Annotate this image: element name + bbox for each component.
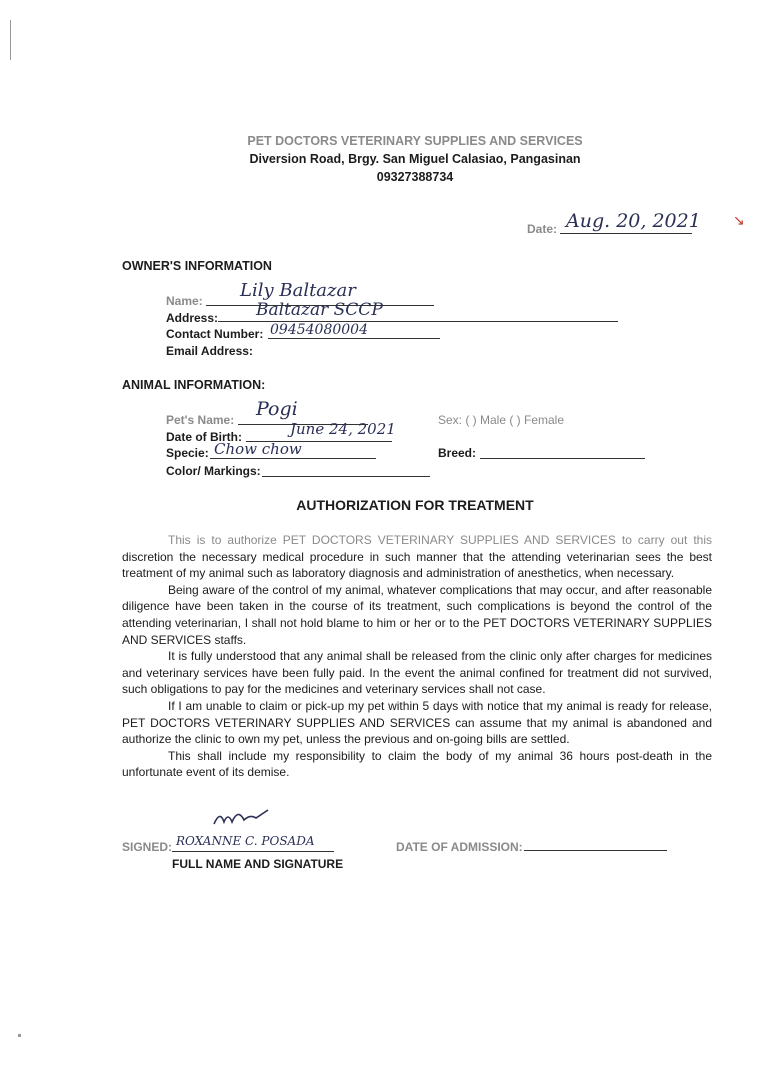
owner-name-value: Lily Baltazar — [240, 280, 356, 301]
date-value: Aug. 20, 2021 — [566, 210, 701, 232]
sex-label: Sex: ( ) Male ( ) Female — [438, 413, 565, 427]
signature-mark — [212, 806, 272, 830]
specie-line — [210, 458, 376, 459]
owner-contact-value: 09454080004 — [270, 322, 368, 338]
owner-address-value: Baltazar SCCP — [256, 300, 383, 320]
owner-contact-label: Contact Number: — [166, 327, 264, 341]
owner-address-label: Address: — [166, 311, 219, 325]
owner-email-label: Email Address: — [166, 344, 253, 358]
signature-scribble — [212, 806, 272, 835]
breed-line — [480, 458, 645, 459]
date-label: Date: — [527, 222, 558, 236]
authorization-title: AUTHORIZATION FOR TREATMENT — [296, 497, 534, 513]
owner-contact-line — [268, 338, 440, 339]
admission-label: DATE OF ADMISSION: — [396, 840, 523, 854]
pen-mark: ↘ — [733, 212, 745, 228]
pet-name-value: Pogi — [256, 398, 298, 420]
authorization-paragraph-3: It is fully understood that any animal shall be released from the clinic only after charges for medicines and veterinary services have been fully paid. In the event the animal confined for treatment did not survived, such obligations to pay for the medicines and veterinary services shall not case. — [122, 649, 712, 697]
color-line — [262, 476, 430, 477]
authorization-paragraph-2: Being aware of the control of my animal, whatever complications that may occur, and after reasonable diligence have been taken in the course of its treatment, such complications is beyond the control of the attending veterinarian, I shall not hold blame to him or her or to the PET DOCTORS VETERINARY SUPPLIES AND SERVICES staffs. — [122, 582, 712, 647]
authorization-paragraph-4: If I am unable to claim or pick-up my pet within 5 days with notice that my animal is ready for release, PET DOCTORS VETERINARY SUPPLIES AND SERVICES can assume that my animal is abandoned and authorize the clinic to own my pet, unless the previous and on-going bills are settled. — [122, 698, 712, 747]
authorization-p1-rest: discretion the necessary medical procedure in such manner that the attending veterinarian sees the best treatment of my animal such as laboratory diagnosis and administration of anesthetics, when necessary. — [122, 549, 712, 581]
specie-label: Specie: — [166, 446, 209, 460]
owner-name-label: Name: — [166, 294, 203, 308]
signed-label: SIGNED: — [122, 840, 173, 854]
authorization-body — [122, 532, 712, 781]
authorization-paragraph-1 — [122, 532, 712, 582]
company-name: PET DOCTORS VETERINARY SUPPLIES AND SERVICES — [247, 134, 583, 148]
company-address: Diversion Road, Brgy. San Miguel Calasiao, Pangasinan — [249, 152, 581, 166]
dob-value: June 24, 2021 — [290, 420, 396, 438]
color-label: Color/ Markings: — [166, 464, 261, 478]
breed-label: Breed: — [438, 446, 477, 460]
pet-name-label: Pet's Name: — [166, 413, 235, 427]
company-phone: 09327388734 — [376, 170, 454, 184]
signed-name: ROXANNE C. POSADA — [176, 834, 315, 848]
dob-label: Date of Birth: — [166, 430, 242, 444]
authorization-p1-faded: This is to authorize PET DOCTORS VETERINARY SUPPLIES AND SERVICES to carry out this — [168, 533, 712, 547]
authorization-paragraph-5: This shall include my responsibility to claim the body of my animal 36 hours post-death in the unfortunate event of its demise. — [122, 748, 712, 780]
specie-value: Chow chow — [214, 440, 302, 458]
scan-edge-mark — [10, 20, 11, 60]
owner-section-title: OWNER'S INFORMATION — [122, 259, 272, 273]
admission-line — [524, 850, 667, 851]
date-line — [560, 233, 692, 234]
scan-speck — [18, 1034, 21, 1037]
animal-section-title: ANIMAL INFORMATION: — [122, 378, 266, 392]
signed-line — [172, 851, 334, 852]
signature-caption: FULL NAME AND SIGNATURE — [172, 857, 344, 871]
